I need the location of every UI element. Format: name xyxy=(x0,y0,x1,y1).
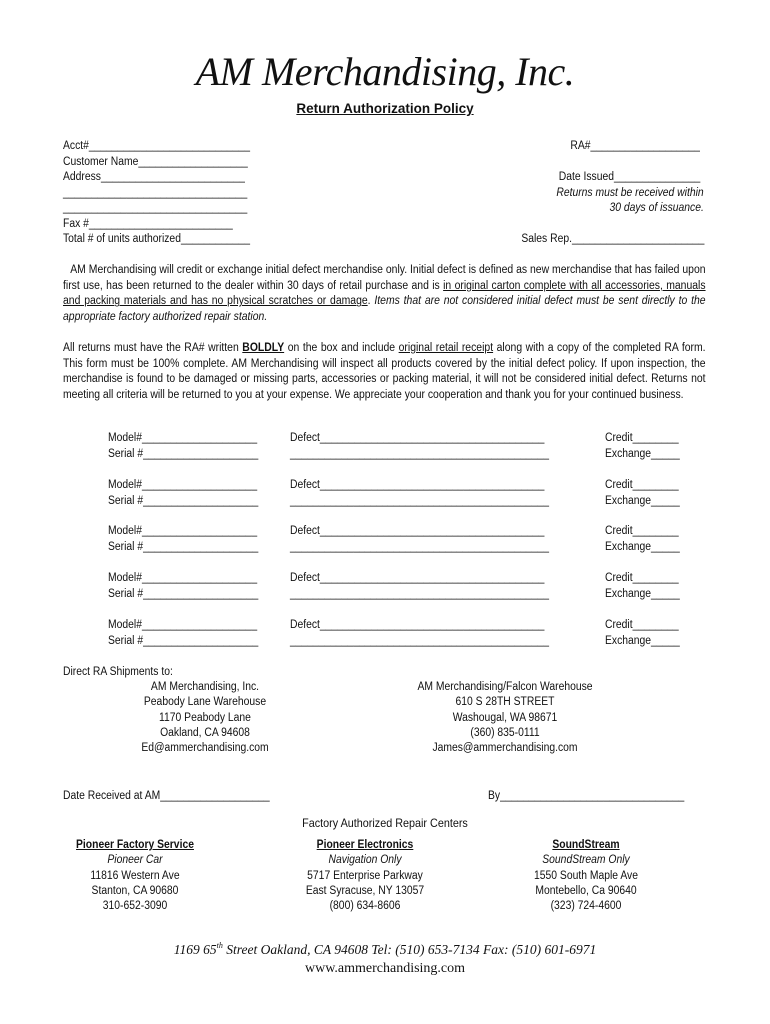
customer-name-field[interactable]: Customer Name___________________ xyxy=(63,156,248,168)
serial-field[interactable]: Serial #____________________ xyxy=(108,541,259,553)
address-line-3[interactable]: ________________________________ xyxy=(63,202,248,214)
policy-paragraph-1 xyxy=(63,263,706,326)
date-issued-field[interactable]: Date Issued_______________ xyxy=(558,171,700,183)
para2-text-b: on the box and include xyxy=(284,342,399,354)
exchange-field[interactable]: Exchange_____ xyxy=(605,588,680,600)
repair-center-line: East Syracuse, NY 13057 xyxy=(305,884,425,897)
policy-paragraph-2 xyxy=(63,341,706,404)
footer-address-rest: Street Oakland, CA 94608 Tel: (510) 653-7134 Fax: (510) 601-6971 xyxy=(222,942,597,957)
para1-punct: . xyxy=(367,295,375,308)
exchange-field[interactable]: Exchange_____ xyxy=(605,541,680,553)
defect-field[interactable]: Defect_______________________________________ xyxy=(290,479,545,491)
defect-line-2[interactable]: _____________________________________________ xyxy=(290,448,550,460)
repair-center-name: Pioneer Factory Service xyxy=(76,839,194,851)
repair-center-sub: Pioneer Car xyxy=(107,854,163,867)
defect-field[interactable]: Defect_______________________________________ xyxy=(290,432,545,444)
repair-center-name: SoundStream xyxy=(552,839,620,851)
shipment-address-oakland xyxy=(115,680,295,756)
repair-center-pioneer-electronics xyxy=(289,838,442,914)
para1-text: AM Merchandising will credit or exchange initial defect merchandise only. Initial defect is defined as new merchandise that has failed upon first use, has been returned to the dealer within 30 days of retail purchase and is xyxy=(63,264,706,292)
model-field[interactable]: Model#____________________ xyxy=(108,479,258,491)
model-field[interactable]: Model#____________________ xyxy=(108,572,258,584)
repair-center-line: 310-652-3090 xyxy=(102,900,168,913)
para2-bold: BOLDLY xyxy=(242,342,285,354)
repair-center-sub: SoundStream Only xyxy=(542,854,630,867)
serial-field[interactable]: Serial #____________________ xyxy=(108,448,259,460)
footer-address xyxy=(0,942,770,958)
company-title: AM Merchandising, Inc. xyxy=(195,49,575,94)
credit-field[interactable]: Credit________ xyxy=(605,525,679,537)
policy-subtitle: Return Authorization Policy xyxy=(296,101,474,116)
model-field[interactable]: Model#____________________ xyxy=(108,619,258,631)
shipments-label: Direct RA Shipments to: xyxy=(63,666,173,678)
exchange-field[interactable]: Exchange_____ xyxy=(605,635,680,647)
footer-address-number: 1169 65 xyxy=(173,942,217,957)
address-line: Washougal, WA 98671 xyxy=(452,711,558,724)
address-line: 1170 Peabody Lane xyxy=(159,711,251,724)
defect-line-2[interactable]: _____________________________________________ xyxy=(290,495,550,507)
credit-field[interactable]: Credit________ xyxy=(605,432,679,444)
shipment-address-washougal xyxy=(402,680,609,756)
model-field[interactable]: Model#____________________ xyxy=(108,432,258,444)
email-link[interactable]: James@ammerchandising.com xyxy=(432,742,578,755)
repair-center-pioneer-factory xyxy=(68,838,203,914)
repair-center-line: 11816 Western Ave xyxy=(90,869,180,882)
para1-underlined: in original carton complete with all accessories, manuals and packing materials and has no physical scratches or damage xyxy=(63,279,706,308)
credit-field[interactable]: Credit________ xyxy=(605,572,679,584)
serial-field[interactable]: Serial #____________________ xyxy=(108,495,259,507)
address-field[interactable]: Address_________________________ xyxy=(63,171,245,183)
repair-center-name: Pioneer Electronics xyxy=(316,839,414,851)
email-link[interactable]: Ed@ammerchandising.com xyxy=(141,742,269,755)
repair-center-sub: Navigation Only xyxy=(328,854,402,867)
received-by-field[interactable]: By________________________________ xyxy=(488,790,685,802)
para2-text-c: along with a copy of the completed RA form. This form must be 100% complete. AM Merchandising will inspect all products covered by the initial defect policy. If upon inspection, the merchandise is found to be damaged or missing parts, accessories or packing material, it will not be considered initial defect. Returns not meeting all criteria will be returned to you at your expense. We appreciate your cooperation and thank you for your continued business. xyxy=(63,342,706,402)
defect-field[interactable]: Defect_______________________________________ xyxy=(290,525,545,537)
date-received-field[interactable]: Date Received at AM___________________ xyxy=(63,790,270,802)
exchange-field[interactable]: Exchange_____ xyxy=(605,448,680,460)
serial-field[interactable]: Serial #____________________ xyxy=(108,635,259,647)
para2-text-a: All returns must have the RA# written xyxy=(63,342,243,354)
defect-field[interactable]: Defect_______________________________________ xyxy=(290,619,545,631)
address-line: (360) 835-0111 xyxy=(470,726,540,739)
repair-center-line: 5717 Enterprise Parkway xyxy=(307,869,423,882)
model-field[interactable]: Model#____________________ xyxy=(108,525,258,537)
footer-website-link[interactable]: www.ammerchandising.com xyxy=(304,961,466,976)
repair-center-line: (800) 634-8606 xyxy=(329,900,401,913)
returns-note-line1: Returns must be received within xyxy=(556,187,704,199)
defect-line-2[interactable]: _____________________________________________ xyxy=(290,635,550,647)
repair-center-line: (323) 724-4600 xyxy=(550,900,622,913)
repair-center-soundstream xyxy=(519,838,654,914)
address-line: Oakland, CA 94608 xyxy=(160,726,250,739)
returns-note-line2: 30 days of issuance. xyxy=(609,202,704,214)
address-line: AM Merchandising, Inc. xyxy=(150,681,260,693)
defect-field[interactable]: Defect_______________________________________ xyxy=(290,572,545,584)
fax-field[interactable]: Fax #_________________________ xyxy=(63,218,233,230)
credit-field[interactable]: Credit________ xyxy=(605,619,679,631)
para1-italic: Items that are not considered initial defect must be sent directly to the appropriate factory authorized repair station. xyxy=(63,295,706,324)
address-line: AM Merchandising/Falcon Warehouse xyxy=(417,681,593,693)
repair-center-line: Montebello, Ca 90640 xyxy=(535,884,637,897)
repair-center-line: Stanton, CA 90680 xyxy=(91,884,179,897)
repair-center-line: 1550 South Maple Ave xyxy=(534,869,638,882)
exchange-field[interactable]: Exchange_____ xyxy=(605,495,680,507)
acct-field[interactable]: Acct#____________________________ xyxy=(63,140,251,152)
credit-field[interactable]: Credit________ xyxy=(605,479,679,491)
units-authorized-field[interactable]: Total # of units authorized____________ xyxy=(63,233,251,245)
defect-line-2[interactable]: _____________________________________________ xyxy=(290,541,550,553)
sales-rep-field[interactable]: Sales Rep._______________________ xyxy=(520,233,704,245)
address-line: 610 S 28TH STREET xyxy=(455,696,555,709)
serial-field[interactable]: Serial #____________________ xyxy=(108,588,259,600)
defect-line-2[interactable]: _____________________________________________ xyxy=(290,588,550,600)
para2-underlined: original retail receipt xyxy=(398,342,494,354)
repair-centers-title: Factory Authorized Repair Centers xyxy=(302,816,468,830)
address-line: Peabody Lane Warehouse xyxy=(143,696,267,709)
ra-field[interactable]: RA#___________________ xyxy=(570,140,700,152)
address-line-2[interactable]: ________________________________ xyxy=(63,187,248,199)
footer-address-suffix: th xyxy=(216,941,223,950)
